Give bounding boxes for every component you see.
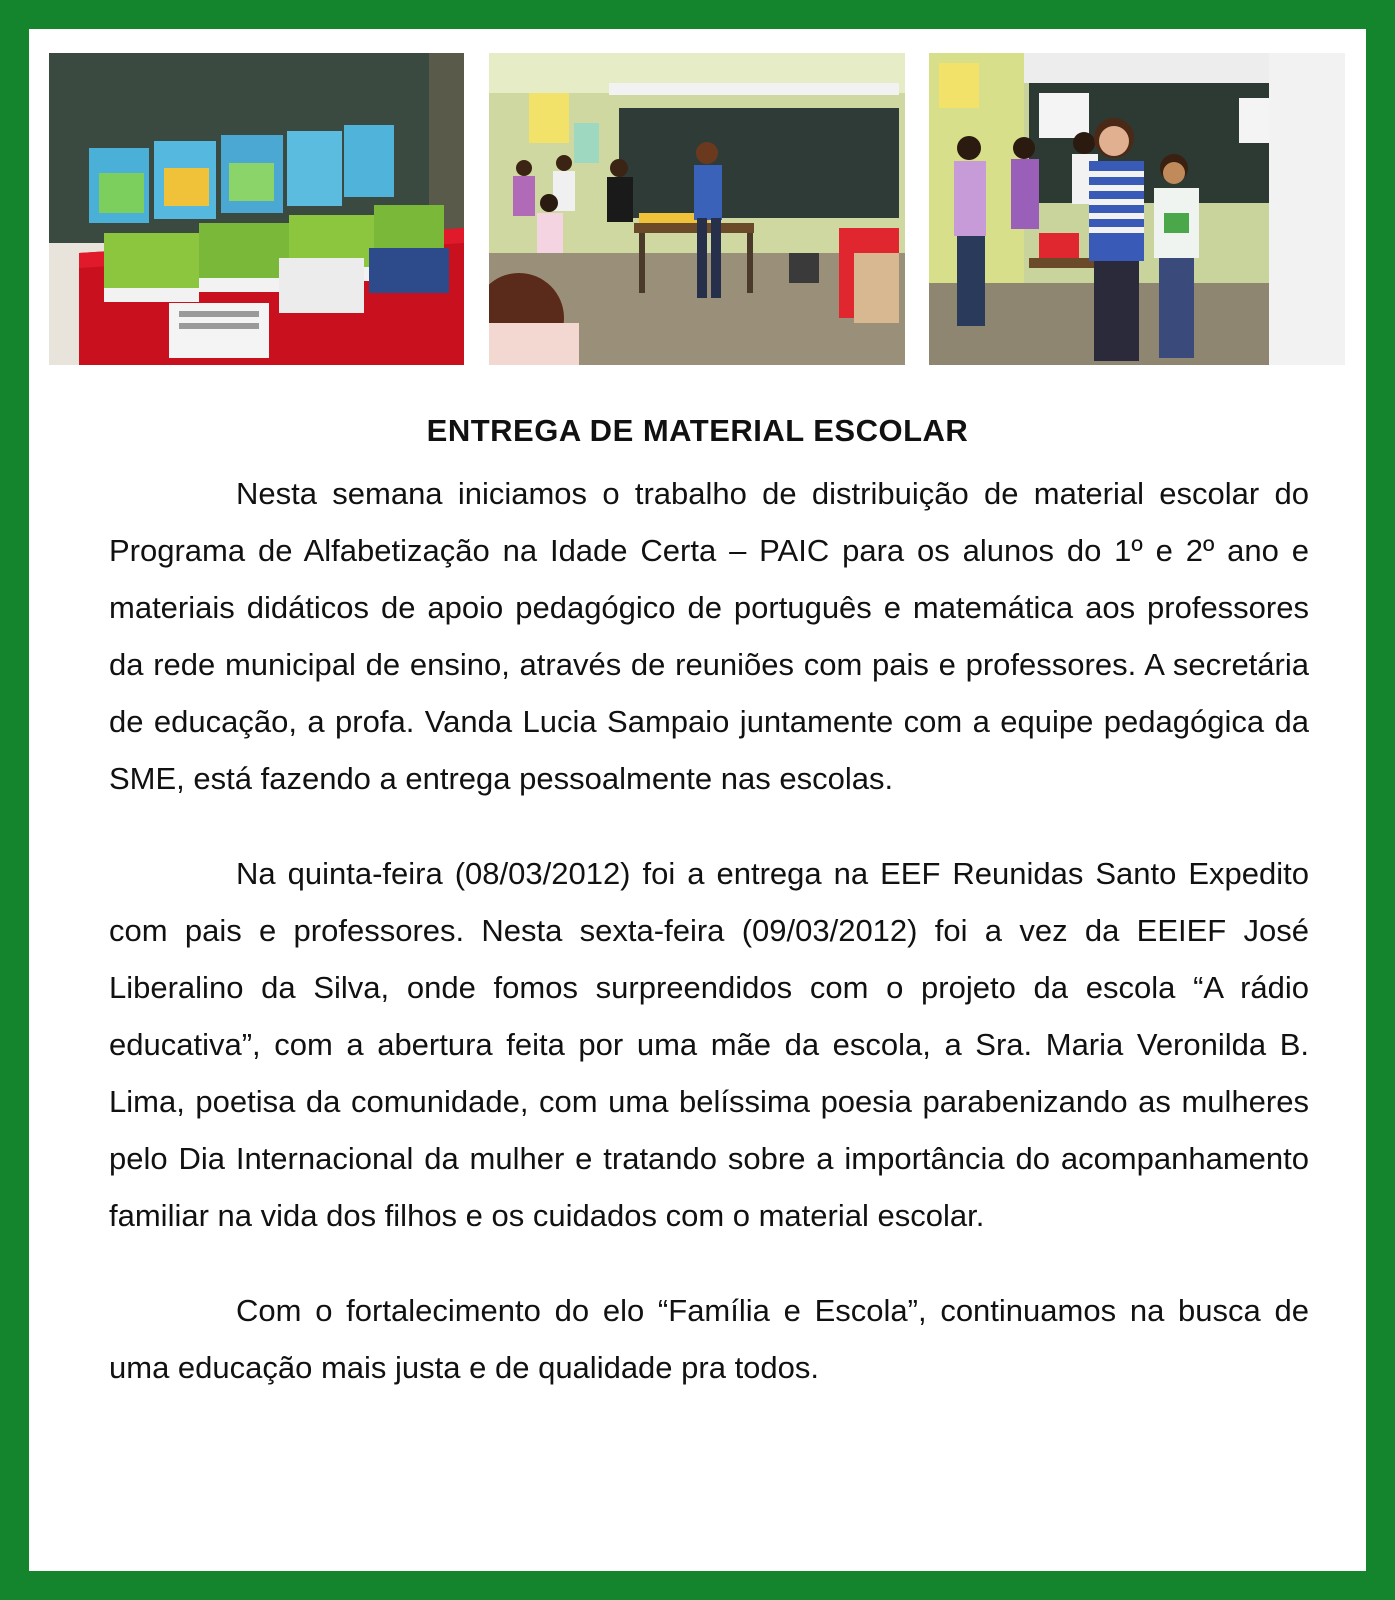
photo-school-books-on-table: [49, 53, 464, 365]
photo-teacher-with-student: [929, 53, 1345, 365]
document-page: [29, 29, 1366, 1571]
page-title: ENTREGA DE MATERIAL ESCOLAR: [426, 413, 969, 448]
paragraph: Nesta semana iniciamos o trabalho de distribuição de material escolar do Programa de Alfabetização na Idade Certa – PAIC para os alunos do 1º e 2º ano e materiais didáticos de apoio pedagógico de português e matemática aos professores da rede municipal de ensino, através de reuniões com pais e professores. A secretária de educação, a profa. Vanda Lucia Sampaio juntamente com a equipe pedagógica da SME, está fazendo a entrega pessoalmente nas escolas.: [109, 476, 1309, 796]
photo-classroom-meeting: [489, 53, 905, 365]
article-body: [109, 465, 1309, 1396]
paragraph: Na quinta-feira (08/03/2012) foi a entrega na EEF Reunidas Santo Expedito com pais e professores. Nesta sexta-feira (09/03/2012) foi a vez da EEIEF José Liberalino da Silva, onde fomos surpreendidos com o projeto da escola “A rádio educativa”, com a abertura feita por uma mãe da escola, a Sra. Maria Veronilda B. Lima, poetisa da comunidade, com uma belíssima poesia parabenizando as mulheres pelo Dia Internacional da mulher e tratando sobre a importância do acompanhamento familiar na vida dos filhos e os cuidados com o material escolar.: [109, 856, 1309, 1233]
paragraph: Com o fortalecimento do elo “Família e Escola”, continuamos na busca de uma educação mais justa e de qualidade pra todos.: [109, 1293, 1309, 1385]
